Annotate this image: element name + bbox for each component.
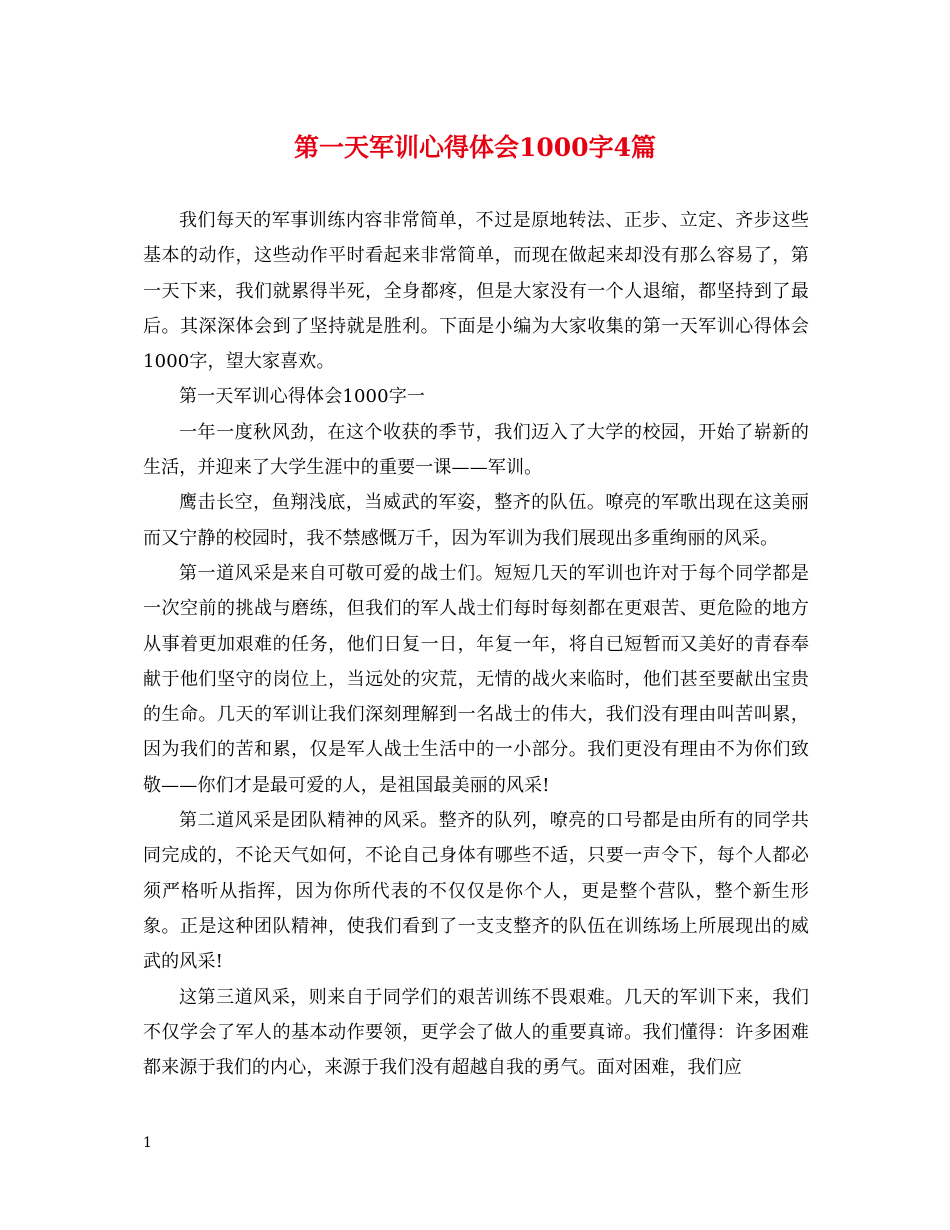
- section-heading: 第一天军训心得体会1000字一: [179, 386, 426, 408]
- paragraph: 鹰击长空，鱼翔浅底，当威武的军姿，整齐的队伍。嘹亮的军歌出现在这美丽而又宁静的校园时，我不禁感慨万千，因为军训为我们展现出多重绚丽的风采。: [143, 492, 809, 549]
- page-number: 1: [143, 1135, 152, 1151]
- paragraph-intro: 我们每天的军事训练内容非常简单，不过是原地转法、正步、立定、齐步这些基本的动作，这些动作平时看起来非常简单，而现在做起来却没有那么容易了，第一天下来，我们就累得半死，全身都疼，但是大家没有一个人退缩，都坚持到了最后。其深深体会到了坚持就是胜利。下面是小编为大家收集的第一天军训心得体会1000字，望大家喜欢。: [143, 210, 809, 373]
- paragraph: 这第三道风采，则来自于同学们的艰苦训练不畏艰难。几天的军训下来，我们不仅学会了军人的基本动作要领，更学会了做人的重要真谛。我们懂得：许多困难都来源于我们的内心，来源于我们没有超越自我的勇气。面对困难，我们应: [143, 986, 809, 1079]
- paragraph: 第一道风采是来自可敬可爱的战士们。短短几天的军训也许对于每个同学都是一次空前的挑战与磨练，但我们的军人战士们每时每刻都在更艰苦、更危险的地方从事着更加艰难的任务，他们日复一日，年复一年，将自已短暂而又美好的青春奉献于他们坚守的岗位上，当远处的灾荒，无情的战火来临时，他们甚至要献出宝贵的生命。几天的军训让我们深刻理解到一名战士的伟大，我们没有理由叫苦叫累，因为我们的苦和累，仅是军人战士生活中的一小部分。我们更没有理由不为你们致敬——你们才是最可爱的人，是祖国最美丽的风采!: [143, 562, 809, 796]
- paragraph: 第二道风采是团队精神的风采。整齐的队列，嘹亮的口号都是由所有的同学共同完成的，不论天气如何，不论自己身体有哪些不适，只要一声令下，每个人都必须严格听从指挥，因为你所代表的不仅仅是你个人，更是整个营队，整个新生形象。正是这种团队精神，使我们看到了一支支整齐的队伍在训练场上所展现出的威武的风采!: [143, 810, 809, 973]
- paragraph: 一年一度秋风劲，在这个收获的季节，我们迈入了大学的校园，开始了崭新的生活，并迎来了大学生涯中的重要一课——军训。: [143, 421, 809, 479]
- document-body: [143, 203, 809, 1085]
- document-title: 第一天军训心得体会1000字4篇: [294, 133, 656, 162]
